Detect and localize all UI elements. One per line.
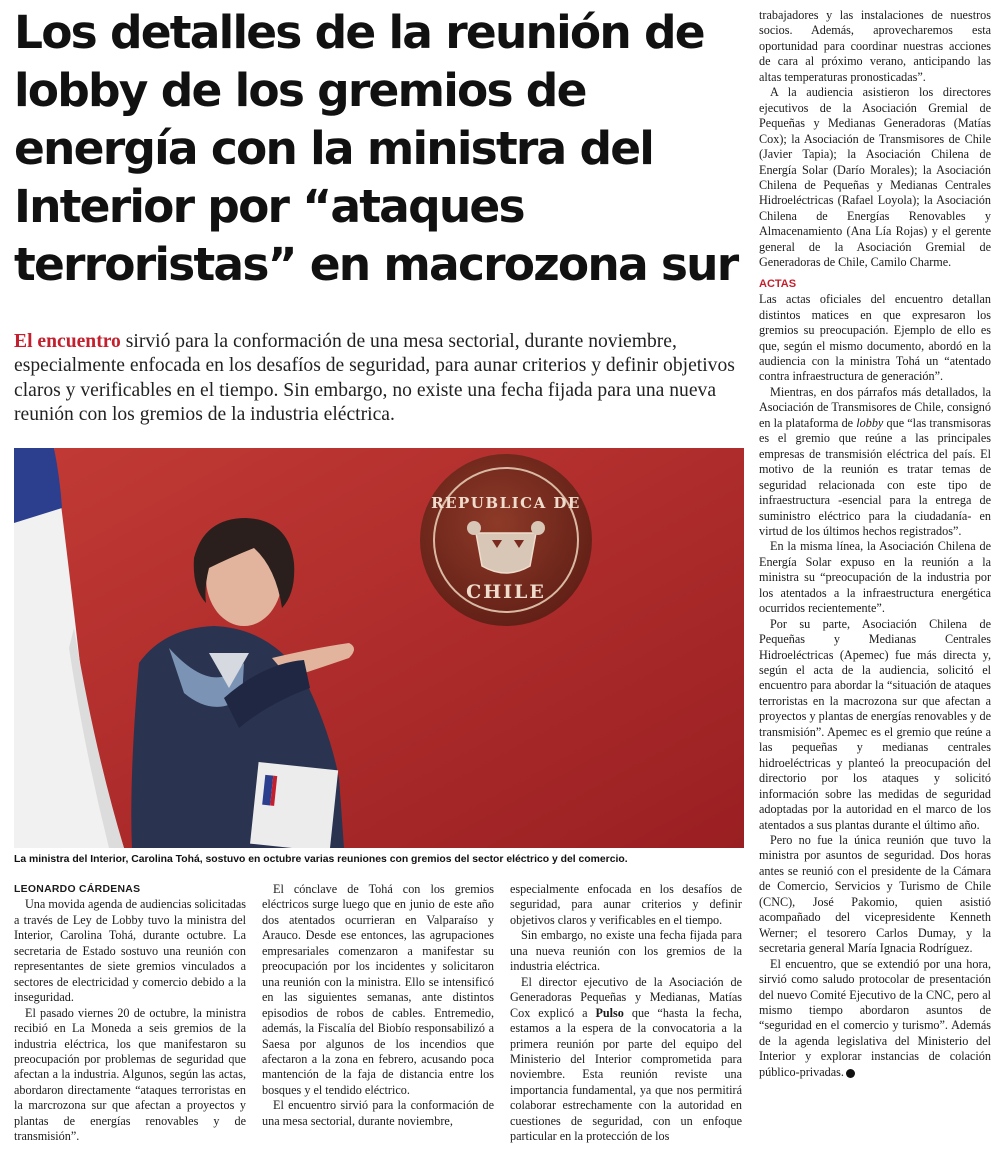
paragraph: Por su parte, Asociación Chilena de Pequeñas y Medianas Centrales Hidroeléctricas (Apemec) fue más directa y, según el acta de la audiencia, solicitó el encuentro para abordar la “situación de ataques terroristas en la macrozona sur que afectan a proyectos y plantas de energías renovables y de transmisión”. Apemec es el gremio que reúne a las pequeñas y medianas centrales hidroeléctricas y planteó la preocupación del directorio por los ataques y solicitó información sobre las medidas de seguridad adoptadas por la autoridad en el marco de los atentados a sus plantas durante el último año. xyxy=(759,616,991,832)
text-run: que “las transmisoras es el gremio que reúne a las principales empresas de transmisión eléctrica del país. El motivo de la reunión es tratar temas de seguridad relacionada con este tipo de infraestructura -esencial para la entrega de suministro eléctrico para la ciudadanía- en virtud de los últimos hechos registrados”. xyxy=(759,415,991,538)
paragraph: Las actas oficiales del encuentro detallan distintos matices en que expresaron los gremios su preocupación. Ejemplo de ello es que, según el mismo documento, abordó en la audiencia con la ministra Tohá un “atentado contra infraestructura de generación”. xyxy=(759,292,991,384)
lead-kicker: El encuentro xyxy=(14,331,121,352)
section-heading: ACTAS xyxy=(759,277,797,290)
body-column-1 xyxy=(14,882,246,1145)
paragraph: El pasado viernes 20 de octubre, la ministra recibió en La Moneda a seis gremios de la industria eléctrica, los que manifestaron su preocupación por problemas de seguridad que afectan a la industria. Algunos, según las actas, abordaron directamente “ataques terroristas en la marcrozona sur que afectan a proyectos y plantas de energías renovables y de transmisión”. xyxy=(14,1005,246,1144)
seal-top-text: REPUBLICA DE xyxy=(431,494,581,512)
seal-bottom-text: CHILE xyxy=(466,581,546,603)
lead-text: sirvió para la conformación de una mesa sectorial, durante noviembre, especialmente enfocada en los desafíos de seguridad, para aunar criterios y definir objetivos claros y verificables en el tiempo. Sin embargo, no existe una fecha fijada para una nueva reunión con los gremios de la industria eléctrica. xyxy=(14,331,735,425)
red-wall xyxy=(14,448,744,848)
paragraph: Una movida agenda de audiencias solicitadas a través de Ley de Lobby tuvo la ministra del Interior, Carolina Tohá, durante octubre. La secretaria de Estado sostuvo una reunión con representantes de siete gremios vinculados a sectores de electricidad y comercio debido a la inseguridad. xyxy=(14,897,246,1005)
text-run: El encuentro, que se extendió por una hora, sirvió como saludo protocolar de presentación del nuevo Comité Ejecutivo de la CNC, pero al mismo tiempo abordaron asuntos de “seguridad en el comercio y turismo”. Además de la agenda legislativa del Ministerio del Interior y explorar instancias de colación público-privadas. xyxy=(759,956,991,1079)
byline: LEONARDO CÁRDENAS xyxy=(14,884,141,895)
text-run: que “hasta la fecha, estamos a la espera de la convocatoria a la primera reunión por parte del equipo del Ministerio del Interior comprometida para noviembre. Esta reunión reviste una importancia fundamental, ya que nos permitirá colaborar estrechamente con la autoridad en cuestiones de seguridad, con un enfoque particular en la protección de los xyxy=(510,1005,742,1144)
text-run: El director ejecutivo de la Asociación de Generadoras Pequeñas y Medianas, Matías Cox explicó a xyxy=(510,974,742,1020)
republic-seal xyxy=(420,454,592,626)
article-lead xyxy=(14,330,738,427)
text-run: Mientras, en dos párrafos más detallados, la Asociación de Transmisores de Chile, consignó en la plataforma de xyxy=(759,384,991,430)
paragraph xyxy=(759,957,991,1081)
headline-line: energía con la ministra del xyxy=(14,122,654,175)
paragraph: En la misma línea, la Asociación Chilena de Energía Solar expuso en la reunión a la ministra su “preocupación de la industria por los atentados a la infraestructura energética ocurridos recientemente”. xyxy=(759,539,991,616)
paragraph: El cónclave de Tohá con los gremios eléctricos surge luego que en junio de este año dos atentados ocurrieran en Valparaíso y Arauco. Desde ese entonces, las agrupaciones empresariales comenzaron a manifestar su preocupación por los incidentes y solicitaron una reunión con la ministra. Ello se intensificó en las siguientes semanas, ante distintos episodios de robos de cables. Entremedio, además, la Fiscalía del Biobío responsabilizó a Saesa por algunos de los incendios que afectaron a la zona en febrero, acusando poca mantención de la faja de distancia entre los bosques y el tendido eléctrico. xyxy=(262,882,494,1097)
italic-term: lobby xyxy=(856,415,884,430)
headline-line: lobby de los gremios de xyxy=(14,64,586,117)
photo-caption: La ministra del Interior, Carolina Tohá, sostuvo en octubre varias reuniones con gremios del sector eléctrico y del comercio. xyxy=(14,854,628,865)
headline-line: Interior por “ataques xyxy=(14,180,524,233)
paragraph: El encuentro sirvió para la conformación de una mesa sectorial, durante noviembre, xyxy=(262,1098,494,1128)
paragraph: Pero no fue la única reunión que tuvo la ministra por asuntos de seguridad. Dos horas antes se reunió con el presidente de la Cámara de Comercio, Servicios y Turismo de Chile (CNC), José Pakomio, quien asistió acompañado del vicepresidente Kenneth Werner; el tesorero Carlos Dumay, y la secretaria general María Ignacia Rodríguez. xyxy=(759,833,991,956)
body-column-4 xyxy=(759,8,991,1080)
article-photo xyxy=(14,448,744,848)
publication-name: Pulso xyxy=(595,1005,624,1020)
paragraph: trabajadores y las instalaciones de nuestros socios. Además, aprovecharemos esta oportunidad para coordinar nuestras acciones de cara al próximo verano, anticipando las altas temperaturas pronosticadas”. xyxy=(759,8,991,84)
paragraph: especialmente enfocada en los desafíos de seguridad, para aunar criterios y definir objetivos claros y verificables en el tiempo. xyxy=(510,882,742,927)
body-column-3 xyxy=(510,882,742,1145)
headline-line: terroristas” en macrozona sur xyxy=(14,238,738,291)
paragraph xyxy=(759,385,991,540)
paragraph: Sin embargo, no existe una fecha fijada para una nueva reunión con los gremios de la industria eléctrica. xyxy=(510,928,742,974)
article-headline xyxy=(14,4,738,294)
photo-illustration xyxy=(14,448,744,848)
paragraph: A la audiencia asistieron los directores ejecutivos de la Asociación Gremial de Pequeñas y Medianas Generadoras (Matías Cox); la Asociación de Transmisores de Chile (Javier Tapia); la Asociación Chilena de Energía Solar (Darío Morales); la Asociación Chilena de Pequeñas y Medianas Centrales Hidroeléctricas (Rafael Loyola); la Asociación Chilena de Energías Renovables y Almacenamiento (Ana Lía Rojas) y el gerente general de la Asociación Gremial de Generadoras de Chile, Camilo Charme. xyxy=(759,85,991,270)
body-column-2 xyxy=(262,882,494,1129)
paragraph xyxy=(510,975,742,1145)
headline-line: Los detalles de la reunión de xyxy=(14,6,704,59)
end-mark-icon xyxy=(846,1069,855,1078)
